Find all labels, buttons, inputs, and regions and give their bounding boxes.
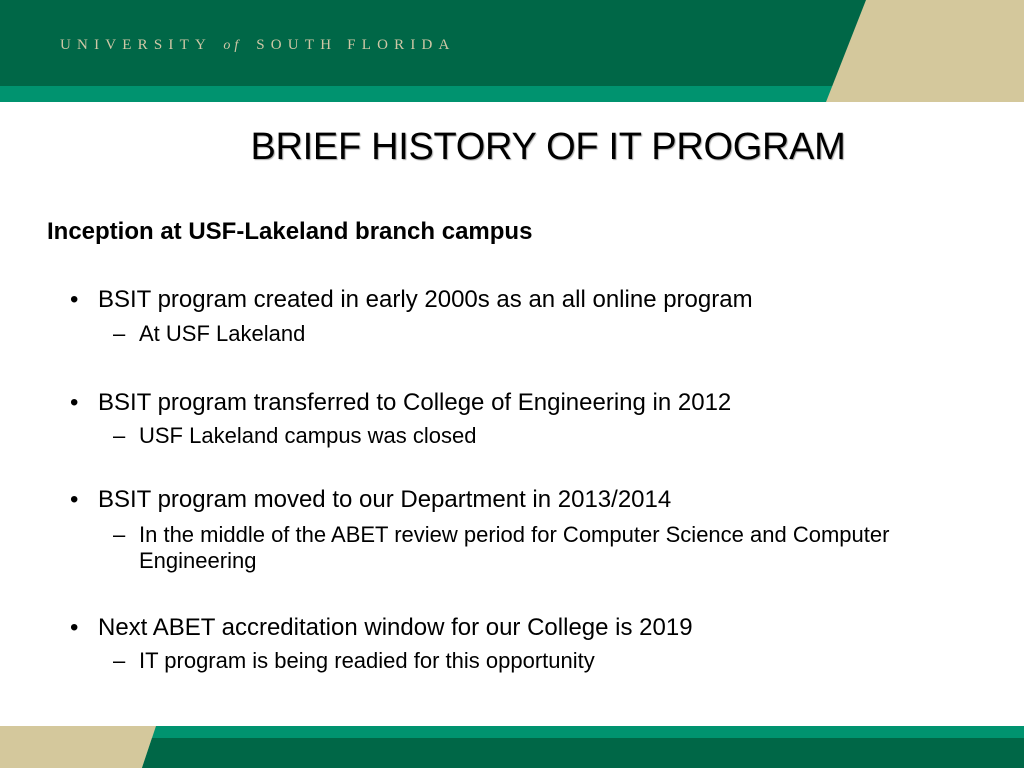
bullet-text: BSIT program transferred to College of Engineering in 2012 xyxy=(98,389,732,416)
slide-title: BRIEF HISTORY OF IT PROGRAM xyxy=(250,126,846,168)
slide-subtitle: Inception at USF-Lakeland branch campus xyxy=(47,218,533,245)
sub-bullet-marker: – xyxy=(113,423,126,448)
bullet-text: BSIT program moved to our Department in 2013/2014 xyxy=(98,486,672,513)
sub-bullet-text: IT program is being readied for this opportunity xyxy=(139,648,595,673)
wordmark-south-florida: SOUTH FLORIDA xyxy=(256,37,456,53)
bullet-marker: • xyxy=(70,286,79,313)
bullet-text: Next ABET accreditation window for our College is 2019 xyxy=(98,614,693,641)
header-band xyxy=(0,0,1024,102)
sub-bullet-text: At USF Lakeland xyxy=(139,321,306,346)
sub-bullet-marker: – xyxy=(113,648,126,673)
bullet-text: BSIT program created in early 2000s as an all online program xyxy=(98,286,753,313)
bullet-marker: • xyxy=(70,614,79,641)
sub-bullet-text: USF Lakeland campus was closed xyxy=(139,423,477,448)
sub-bullet-marker: – xyxy=(113,522,126,547)
bullet-marker: • xyxy=(70,486,79,513)
usf-wordmark xyxy=(60,37,456,54)
sub-bullet-marker: – xyxy=(113,321,126,346)
sub-bullet-text: In the middle of the ABET review period for Computer Science and Computer Engineering xyxy=(139,522,890,573)
wordmark-of: of xyxy=(223,38,243,53)
footer-band xyxy=(0,726,1024,768)
wordmark-university: UNIVERSITY xyxy=(60,37,212,53)
bullet-marker: • xyxy=(70,389,79,416)
